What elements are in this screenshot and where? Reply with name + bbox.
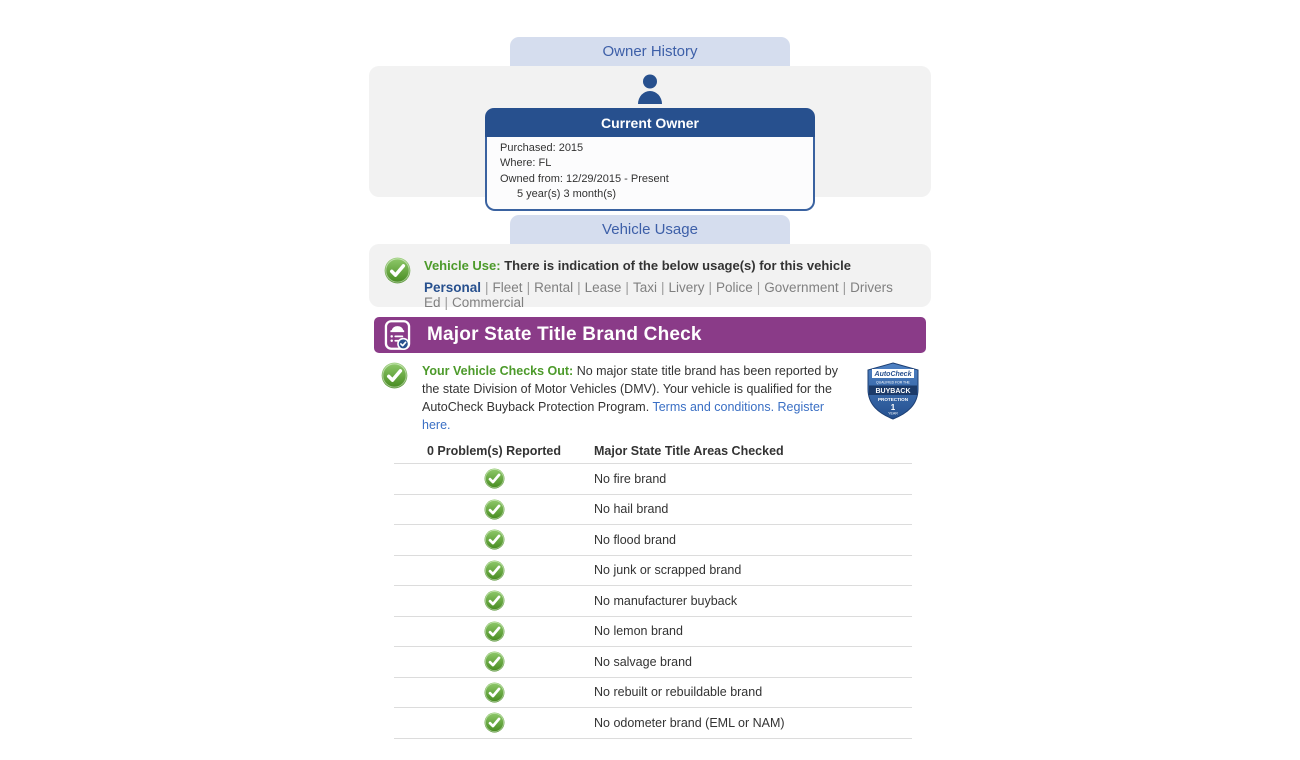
checks-out-row — [369, 362, 931, 434]
table-row — [394, 495, 912, 526]
usage-type-livery: Livery — [668, 280, 705, 295]
problems-reported-header: 0 Problem(s) Reported — [426, 443, 562, 458]
check-circle-icon — [484, 468, 505, 489]
usage-type-police: Police — [716, 280, 753, 295]
separator: | — [756, 280, 761, 295]
check-circle-icon — [484, 621, 505, 642]
section-title: Major State Title Brand Check — [427, 324, 702, 345]
register-here-link[interactable]: Register here. — [422, 400, 825, 432]
badge-tagline: QUALIFIED FOR THE — [876, 380, 910, 385]
title-area-label: No salvage brand — [594, 654, 692, 669]
where-line: Where: FL — [500, 157, 552, 170]
usage-text-block — [424, 257, 917, 310]
separator: | — [842, 280, 847, 295]
title-area-label: No fire brand — [594, 471, 667, 486]
separator: | — [625, 280, 629, 295]
title-document-icon — [383, 319, 412, 351]
table-row — [394, 647, 912, 678]
owned-from-line: Owned from: 12/29/2015 - Present — [500, 172, 669, 185]
check-circle-icon — [484, 590, 505, 611]
check-circle-icon — [384, 257, 411, 284]
report-content — [369, 0, 931, 739]
separator: | — [485, 280, 489, 295]
separator: | — [444, 295, 449, 310]
vehicle-usage-panel — [369, 244, 931, 310]
title-area-label: No rebuilt or rebuildable brand — [594, 685, 763, 700]
purchased-line: Purchased: 2015 — [500, 142, 584, 154]
check-circle-icon — [381, 362, 408, 389]
separator: | — [660, 280, 665, 295]
title-area-label: No lemon brand — [594, 624, 683, 639]
usage-type-list — [424, 280, 917, 310]
separator: | — [526, 280, 531, 295]
current-owner-details — [485, 137, 815, 211]
tab-owner-history — [510, 37, 790, 66]
areas-checked-header: Major State Title Areas Checked — [594, 443, 784, 458]
badge-unit: YEAR — [888, 411, 898, 416]
check-circle-icon — [484, 712, 505, 733]
usage-type-lease: Lease — [584, 280, 622, 295]
checks-out-paragraph — [422, 362, 854, 434]
check-circle-icon — [484, 499, 505, 520]
owner-history-title: Owner History — [602, 43, 698, 60]
table-header-row — [394, 438, 912, 464]
usage-type-government: Government — [764, 280, 839, 295]
table-row — [394, 617, 912, 648]
table-row — [394, 556, 912, 587]
title-areas-table — [394, 438, 912, 739]
title-brand-check-header — [374, 317, 926, 353]
table-row — [394, 464, 912, 495]
badge-number: 1 — [890, 403, 896, 412]
checks-out-text: No major state title brand has been reported by the state Division of Motor Vehicles (DMV). Your vehicle is qualified for the AutoCheck Buyback Protection Program. — [422, 364, 838, 414]
person-icon — [633, 73, 667, 105]
table-row — [394, 586, 912, 617]
badge-brand: AutoCheck — [874, 371, 912, 378]
usage-type-taxi: Taxi — [632, 280, 657, 295]
current-owner-card — [485, 108, 815, 211]
separator: | — [708, 280, 712, 295]
title-area-label: No hail brand — [594, 502, 669, 517]
check-circle-icon — [484, 651, 505, 672]
title-area-label: No flood brand — [594, 532, 677, 547]
buyback-protection-badge — [863, 362, 923, 420]
current-owner-header — [485, 108, 815, 137]
vehicle-use-statement: There is indication of the below usage(s) for this vehicle — [504, 258, 851, 273]
checks-out-label: Your Vehicle Checks Out: — [422, 364, 574, 378]
title-area-label: No odometer brand (EML or NAM) — [594, 715, 785, 730]
usage-type-fleet: Fleet — [492, 280, 523, 295]
current-owner-title: Current Owner — [600, 114, 699, 131]
vehicle-usage-title: Vehicle Usage — [602, 221, 698, 238]
check-circle-icon — [484, 529, 505, 550]
usage-type-drivers-ed: Drivers Ed — [424, 280, 893, 310]
check-circle-icon — [484, 682, 505, 703]
tab-vehicle-usage — [510, 215, 790, 244]
table-row — [394, 708, 912, 739]
badge-buyback: BUYBACK — [875, 388, 911, 395]
usage-type-personal: Personal — [424, 280, 482, 295]
usage-statement — [424, 258, 917, 273]
badge-protection: PROTECTION — [877, 397, 909, 402]
terms-and-conditions-link[interactable]: Terms and conditions. — [652, 400, 775, 414]
separator: | — [577, 280, 581, 295]
table-row — [394, 525, 912, 556]
usage-type-rental: Rental — [534, 280, 574, 295]
owner-history-panel — [369, 66, 931, 201]
title-area-label: No junk or scrapped brand — [594, 563, 742, 578]
check-circle-icon — [484, 560, 505, 581]
vehicle-use-label: Vehicle Use: — [424, 258, 501, 273]
table-row — [394, 678, 912, 709]
usage-type-commercial: Commercial — [452, 295, 525, 310]
ownership-duration: 5 year(s) 3 month(s) — [517, 188, 617, 201]
title-area-label: No manufacturer buyback — [594, 593, 738, 608]
